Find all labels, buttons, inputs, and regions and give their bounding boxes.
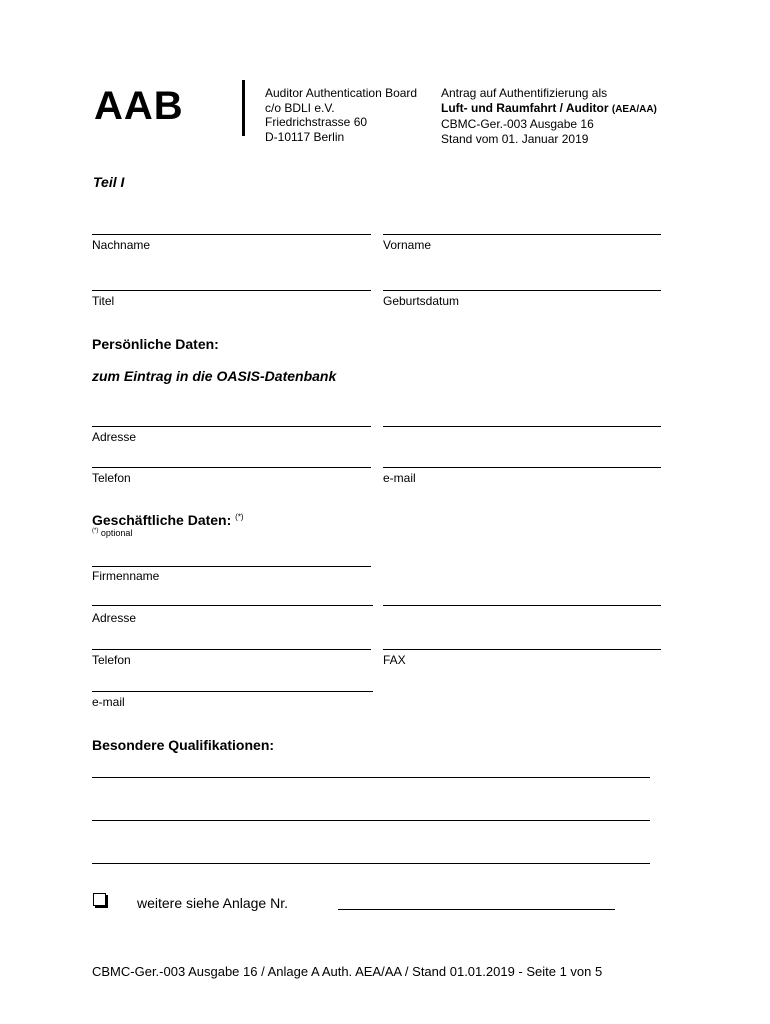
business-email-input[interactable] [92,691,373,692]
adresse-input[interactable] [92,426,371,427]
email-input[interactable] [383,467,661,468]
address-line: Auditor Authentication Board [265,86,418,100]
address-line: Friedrichstrasse 60 [265,115,368,129]
business-telefon-label: Telefon [92,653,131,667]
personal-data-heading: Persönliche Daten: [92,336,219,352]
vorname-input[interactable] [383,234,661,235]
titel-label: Titel [92,294,115,308]
page-footer: CBMC-Ger.-003 Ausgabe 16 / Anlage A Auth. AEA/AA / Stand 01.01.2019 - Seite 1 von 5 [92,964,603,979]
address-block [265,86,417,144]
address-line: D-10117 Berlin [265,129,345,144]
more-see-attachment-label: weitere siehe Anlage Nr. [137,895,288,911]
business-telefon-input[interactable] [92,649,371,650]
qualifications-line-2[interactable] [92,820,650,821]
optional-note-text: optional [100,528,133,538]
optional-note [92,528,132,538]
firmenname-label: Firmenname [92,569,160,583]
address-line: c/o BDLI e.V. [265,100,335,115]
vorname-label: Vorname [383,238,432,252]
document-info-block [441,86,657,146]
fax-input[interactable] [383,649,661,650]
business-data-title: Geschäftliche Daten: [92,512,232,528]
qualifications-line-1[interactable] [92,777,650,778]
part-heading: Teil I [93,174,125,190]
business-data-footnote-mark: (*) [235,512,244,522]
business-email-label: e-mail [92,695,125,709]
info-line: CBMC-Ger.-003 Ausgabe 16 [441,117,594,131]
fax-label: FAX [383,653,406,667]
email-label: e-mail [383,471,416,485]
adresse-label: Adresse [92,430,137,444]
checkbox-icon[interactable] [93,893,106,906]
info-title: Luft- und Raumfahrt / Auditor [441,100,609,115]
telefon-label: Telefon [92,471,131,485]
business-data-heading [92,512,244,528]
geburtsdatum-label: Geburtsdatum [383,294,460,308]
nachname-input[interactable] [92,234,371,235]
attachment-number-input[interactable] [338,909,615,910]
aab-logo: AAB [94,84,184,128]
firmenname-input[interactable] [92,566,371,567]
qualifications-line-3[interactable] [92,863,650,864]
business-adresse-input[interactable] [92,605,373,606]
telefon-input[interactable] [92,467,371,468]
info-title-abbr: (AEA/AA) [611,103,657,115]
oasis-subheading: zum Eintrag in die OASIS-Datenbank [92,368,337,384]
adresse-input-2[interactable] [383,426,661,427]
nachname-label: Nachname [92,238,151,252]
info-line: Antrag auf Authentifizierung als [441,86,608,100]
info-title-line [441,101,657,118]
info-line: Stand vom 01. Januar 2019 [441,131,589,146]
geburtsdatum-input[interactable] [383,290,661,291]
qualifications-heading: Besondere Qualifikationen: [92,737,275,753]
business-adresse-label: Adresse [92,611,137,625]
header-divider [242,80,245,136]
optional-note-mark: (*) [92,528,99,534]
titel-input[interactable] [92,290,371,291]
business-adresse-input-2[interactable] [383,605,661,606]
